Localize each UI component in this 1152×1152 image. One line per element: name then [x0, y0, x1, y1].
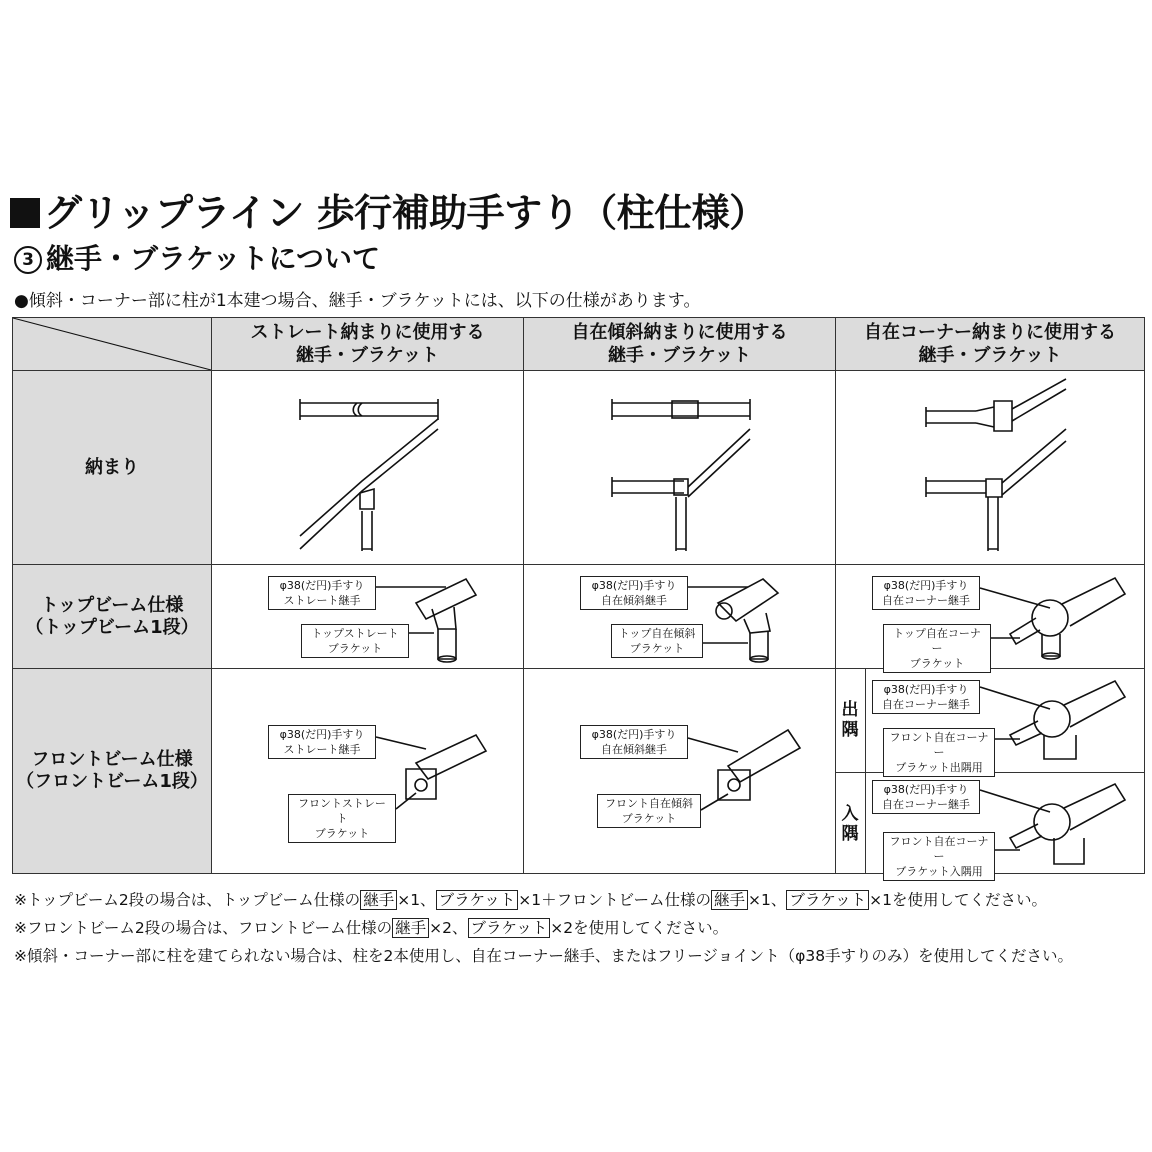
callout-line2: ブラケット	[629, 642, 685, 655]
callout-line2: ブラケット	[314, 827, 370, 840]
part-drawing-front-corner-in	[980, 776, 1140, 876]
row-label-line1: フロントビーム仕様	[31, 749, 193, 770]
note-text: ×2を使用してください。	[550, 919, 729, 937]
corner-diagonal	[13, 318, 211, 370]
col-header-line1: 自在コーナー納まりに使用する	[864, 322, 1116, 343]
row-label-front	[13, 669, 211, 873]
callout-straight-joint-front	[268, 725, 376, 759]
note-text: ×1＋フロントビーム仕様の	[518, 891, 712, 909]
side-label-outside	[840, 700, 860, 740]
callout-slope-joint-front	[580, 725, 688, 759]
section-title-text: 継手・ブラケットについて	[46, 242, 381, 275]
circled-number: 3	[14, 246, 42, 274]
note-text: ※フロントビーム2段の場合は、フロントビーム仕様の	[14, 919, 393, 937]
note-text: ※トップビーム2段の場合は、トップビーム仕様の	[14, 891, 361, 909]
note-text: ×2、	[429, 919, 468, 937]
callout-line1: φ38(だ円)手すり	[591, 728, 677, 741]
side-label-char: 入	[841, 804, 859, 824]
part-drawing-top-straight	[376, 573, 516, 668]
side-label-char: 隅	[841, 720, 859, 740]
page-title-text: グリップライン 歩行補助手すり（柱仕様）	[44, 191, 767, 235]
callout-line1: φ38(だ円)手すり	[279, 579, 365, 592]
callout-line2: 自在コーナー継手	[882, 594, 970, 607]
callout-line1: φ38(だ円)手すり	[883, 683, 969, 696]
spec-table	[12, 317, 1145, 878]
callout-front-slope-bracket	[597, 794, 701, 828]
callout-line2: 自在傾斜継手	[601, 594, 667, 607]
note-boxed-term: 継手	[392, 918, 429, 938]
callout-line1: φ38(だ円)手すり	[883, 783, 969, 796]
callout-line2: ブラケット入隅用	[895, 865, 983, 878]
note-boxed-term: 継手	[360, 890, 397, 910]
fit-diagram-straight	[212, 371, 523, 564]
callout-corner-joint-top	[872, 576, 980, 610]
note-top-beam	[14, 888, 1047, 910]
callout-front-corner-in-bracket	[883, 832, 995, 881]
callout-line2: ブラケット	[621, 812, 677, 825]
callout-line1: フロント自在コーナー	[889, 835, 989, 863]
callout-line2: ストレート継手	[283, 594, 361, 607]
col-header-line2: 継手・ブラケット	[607, 345, 752, 366]
note-boxed-term: ブラケット	[468, 918, 551, 938]
side-label-char: 出	[841, 700, 859, 720]
intro-text: ●傾斜・コーナー部に柱が1本建つ場合、継手・ブラケットには、以下の仕様があります。	[14, 291, 701, 311]
row-label-line2: （フロントビーム1段）	[16, 771, 208, 792]
callout-line1: トップ自在コーナー	[893, 627, 981, 655]
side-label-inside	[840, 804, 860, 844]
callout-line2: ブラケット	[327, 642, 383, 655]
col-header-straight	[212, 321, 523, 367]
callout-line2: 自在コーナー継手	[882, 698, 970, 711]
page-title	[10, 182, 767, 237]
square-bullet-icon	[10, 198, 40, 228]
note-boxed-term: ブラケット	[436, 890, 519, 910]
row-label-line2: （トップビーム1段）	[25, 616, 199, 638]
col-header-line1: 自在傾斜納まりに使用する	[571, 322, 788, 343]
callout-corner-joint-in	[872, 780, 980, 814]
note-boxed-term: ブラケット	[786, 890, 869, 910]
fit-diagram-corner	[836, 371, 1144, 564]
callout-top-corner-bracket	[883, 624, 991, 673]
part-drawing-front-corner-out	[980, 673, 1140, 773]
callout-line1: トップストレート	[311, 627, 399, 640]
col-header-line2: 継手・ブラケット	[295, 345, 440, 366]
part-drawing-front-straight	[376, 723, 516, 818]
part-drawing-top-corner	[980, 568, 1140, 668]
callout-line2: ブラケット	[909, 657, 965, 670]
callout-line1: トップ自在傾斜	[618, 627, 696, 640]
callout-slope-joint	[580, 576, 688, 610]
col-header-corner	[836, 321, 1144, 367]
row-label-top	[13, 565, 211, 668]
col-header-line2: 継手・ブラケット	[918, 345, 1062, 366]
fit-diagram-slope	[524, 371, 835, 564]
row-label-fit	[13, 371, 211, 564]
part-drawing-top-slope	[688, 573, 828, 668]
note-boxed-term: 継手	[711, 890, 748, 910]
note-no-post: ※傾斜・コーナー部に柱を建てられない場合は、柱を2本使用し、自在コーナー継手、またはフリージョイント（φ38手すりのみ）を使用してください。	[14, 947, 1074, 965]
callout-line2: 自在傾斜継手	[601, 743, 667, 756]
note-text: ×1、	[397, 891, 436, 909]
callout-line1: フロント自在傾斜	[605, 797, 693, 810]
note-front-beam	[14, 916, 728, 938]
col-header-line1: ストレート納まりに使用する	[250, 322, 485, 343]
callout-line2: ストレート継手	[283, 743, 361, 756]
callout-straight-joint	[268, 576, 376, 610]
callout-line2: ブラケット出隅用	[895, 761, 983, 774]
callout-front-corner-out-bracket	[883, 728, 995, 777]
callout-line1: φ38(だ円)手すり	[279, 728, 365, 741]
callout-corner-joint-out	[872, 680, 980, 714]
callout-line1: フロントストレート	[298, 797, 386, 825]
row-label-fit-text: 納まり	[85, 456, 139, 478]
note-text: ×1を使用してください。	[869, 891, 1047, 909]
part-drawing-front-slope	[688, 718, 828, 818]
col-header-slope	[524, 321, 835, 367]
callout-line1: フロント自在コーナー	[889, 731, 989, 759]
side-label-char: 隅	[841, 824, 859, 844]
row-label-line1: トップビーム仕様	[40, 594, 184, 616]
callout-line2: 自在コーナー継手	[882, 798, 970, 811]
callout-line1: φ38(だ円)手すり	[591, 579, 677, 592]
callout-line1: φ38(だ円)手すり	[883, 579, 969, 592]
section-title	[14, 237, 380, 277]
note-text: ×1、	[748, 891, 787, 909]
